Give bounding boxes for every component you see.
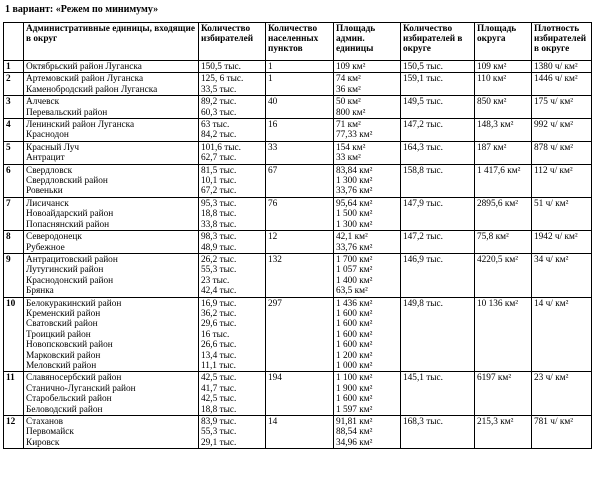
- voters-line: 41,7 тыс.: [201, 383, 237, 394]
- settlements-cell: 33: [266, 141, 334, 164]
- voters-line: 42,4 тыс.: [201, 286, 237, 297]
- district-area-cell: 215,3 км²: [475, 416, 532, 449]
- row-number-cell: 5: [4, 141, 24, 164]
- district-voters-cell: 147,9 тыс.: [401, 197, 475, 230]
- voters-line: 29,1 тыс.: [201, 437, 237, 448]
- voters-line: 29,6 тыс.: [201, 319, 237, 330]
- table-row: [4, 164, 592, 197]
- settlements-cell: 132: [266, 253, 334, 297]
- unit-areas-line: 1 300 км²: [336, 219, 373, 230]
- voters-line: 42,5 тыс.: [201, 373, 237, 384]
- district-area-cell: 850 км²: [475, 96, 532, 119]
- voters-line: 55,3 тыс.: [201, 427, 237, 438]
- district-voters-cell: 158,8 тыс.: [401, 164, 475, 197]
- voters-cell: [199, 372, 266, 416]
- voters-line: 62,7 тыс.: [201, 153, 237, 164]
- admin-units-line: Кировск: [26, 437, 60, 448]
- admin-units-line: Свердловский район: [26, 176, 108, 187]
- unit-areas-cell: [334, 253, 401, 297]
- voters-line: 23 тыс.: [201, 275, 230, 286]
- admin-units-cell: [24, 197, 199, 230]
- unit-areas-line: 95,64 км²: [336, 198, 373, 209]
- voters-cell: [199, 197, 266, 230]
- voters-line: 36,2 тыс.: [201, 308, 237, 319]
- density-cell: 992 ч/ км²: [532, 119, 592, 142]
- voters-cell: [199, 416, 266, 449]
- row-number-cell: 10: [4, 297, 24, 372]
- unit-areas-line: 1 900 км²: [336, 383, 373, 394]
- admin-units-line: Рубежное: [26, 242, 65, 253]
- row-number-cell: 9: [4, 253, 24, 297]
- unit-areas-line: 34,96 км²: [336, 437, 373, 448]
- voters-line: 95,3 тыс.: [201, 198, 237, 209]
- unit-areas-line: 33,76 км²: [336, 242, 373, 253]
- admin-units-cell: [24, 61, 199, 73]
- voters-cell: [199, 73, 266, 96]
- admin-units-line: Кременский район: [26, 308, 101, 319]
- admin-units-line: Антрацитовский район: [26, 254, 118, 265]
- settlements-cell: 67: [266, 164, 334, 197]
- settlements-cell: 1: [266, 73, 334, 96]
- admin-units-cell: [24, 119, 199, 142]
- admin-units-line: Старобельский район: [26, 394, 112, 405]
- unit-areas-line: 1 700 км²: [336, 254, 373, 265]
- district-voters-cell: 150,5 тыс.: [401, 61, 475, 73]
- voters-line: 55,3 тыс.: [201, 265, 237, 276]
- voters-line: 150,5 тыс.: [201, 62, 242, 72]
- voters-line: 33,8 тыс.: [201, 219, 237, 230]
- admin-units-line: Попаснянский район: [26, 219, 110, 230]
- voters-line: 13,4 тыс.: [201, 350, 237, 361]
- col-header-voters: Количество избирателей: [199, 23, 266, 61]
- admin-units-line: Первомайск: [26, 427, 74, 438]
- admin-units-line: Алчевск: [26, 97, 60, 108]
- unit-areas-cell: [334, 119, 401, 142]
- district-area-cell: 148,3 км²: [475, 119, 532, 142]
- unit-areas-line: 800 км²: [336, 107, 366, 118]
- voters-line: 60,3 тыс.: [201, 107, 237, 118]
- admin-units-line: Троицкий район: [26, 329, 91, 340]
- col-header-settlements: Количество населенных пунктов: [266, 23, 334, 61]
- page-title: 1 вариант: «Режем по минимуму»: [5, 4, 159, 15]
- voters-line: 10,1 тыс.: [201, 176, 237, 187]
- unit-areas-line: 1 600 км²: [336, 319, 373, 330]
- admin-units-line: Станично-Луганский район: [26, 383, 136, 394]
- table-row: [4, 297, 592, 372]
- voters-line: 33,5 тыс.: [201, 84, 237, 95]
- table-row: [4, 141, 592, 164]
- unit-areas-cell: [334, 61, 401, 73]
- district-voters-cell: 164,3 тыс.: [401, 141, 475, 164]
- row-number-cell: 3: [4, 96, 24, 119]
- voters-line: 98,3 тыс.: [201, 232, 237, 243]
- col-header-units: Административные единицы, входящие в округ: [24, 23, 199, 61]
- col-header-district-area: Площадь округа: [475, 23, 532, 61]
- unit-areas-line: 154 км²: [336, 142, 366, 153]
- district-voters-cell: 147,2 тыс.: [401, 119, 475, 142]
- voters-line: 48,9 тыс.: [201, 242, 237, 253]
- admin-units-cell: [24, 372, 199, 416]
- settlements-cell: 12: [266, 231, 334, 254]
- unit-areas-cell: [334, 372, 401, 416]
- admin-units-cell: [24, 416, 199, 449]
- table-row: [4, 197, 592, 230]
- voters-cell: [199, 96, 266, 119]
- table-header-row: [4, 23, 592, 61]
- row-number-cell: 12: [4, 416, 24, 449]
- table-row: [4, 253, 592, 297]
- unit-areas-cell: [334, 197, 401, 230]
- admin-units-line: Северодонецк: [26, 232, 82, 243]
- unit-areas-line: 71 км²: [336, 120, 361, 131]
- unit-areas-line: 50 км²: [336, 97, 361, 108]
- unit-areas-line: 1 400 км²: [336, 275, 373, 286]
- row-number-cell: 6: [4, 164, 24, 197]
- density-cell: 1942 ч/ км²: [532, 231, 592, 254]
- admin-units-line: Стаханов: [26, 417, 64, 427]
- unit-areas-cell: [334, 416, 401, 449]
- table-row: [4, 372, 592, 416]
- district-voters-cell: 168,3 тыс.: [401, 416, 475, 449]
- unit-areas-line: 83,84 км²: [336, 165, 373, 176]
- settlements-cell: 194: [266, 372, 334, 416]
- density-cell: 34 ч/ км²: [532, 253, 592, 297]
- voters-line: 42,5 тыс.: [201, 394, 237, 405]
- unit-areas-line: 1 500 км²: [336, 209, 373, 220]
- settlements-cell: 14: [266, 416, 334, 449]
- unit-areas-line: 1 000 км²: [336, 360, 373, 371]
- admin-units-cell: [24, 297, 199, 372]
- voters-cell: [199, 231, 266, 254]
- admin-units-line: Новоайдарский район: [26, 209, 114, 220]
- settlements-cell: 297: [266, 297, 334, 372]
- district-voters-cell: 149,8 тыс.: [401, 297, 475, 372]
- unit-areas-line: 1 600 км²: [336, 394, 373, 405]
- voters-line: 26,2 тыс.: [201, 254, 237, 265]
- districts-table: [3, 22, 592, 449]
- settlements-cell: 40: [266, 96, 334, 119]
- unit-areas-line: 109 км²: [336, 62, 366, 72]
- district-area-cell: 2895,6 км²: [475, 197, 532, 230]
- district-area-cell: 187 км²: [475, 141, 532, 164]
- district-voters-cell: 145,1 тыс.: [401, 372, 475, 416]
- table-row: [4, 61, 592, 73]
- unit-areas-cell: [334, 96, 401, 119]
- voters-line: 16,9 тыс.: [201, 298, 237, 309]
- unit-areas-line: 1 600 км²: [336, 329, 373, 340]
- voters-line: 63 тыс.: [201, 120, 230, 131]
- settlements-cell: 76: [266, 197, 334, 230]
- voters-line: 67,2 тыс.: [201, 186, 237, 197]
- voters-line: 84,2 тыс.: [201, 130, 237, 141]
- unit-areas-line: 1 600 км²: [336, 340, 373, 351]
- unit-areas-line: 63,5 км²: [336, 286, 368, 297]
- settlements-cell: 1: [266, 61, 334, 73]
- voters-line: 125, 6 тыс.: [201, 74, 244, 85]
- district-area-cell: 1 417,6 км²: [475, 164, 532, 197]
- admin-units-line: Октябрьский район Луганска: [26, 62, 142, 72]
- density-cell: 1446 ч/ км²: [532, 73, 592, 96]
- density-cell: 23 ч/ км²: [532, 372, 592, 416]
- voters-line: 18,8 тыс.: [201, 404, 237, 415]
- col-header-number: [4, 23, 24, 61]
- voters-line: 18,8 тыс.: [201, 209, 237, 220]
- admin-units-line: Новопсковский район: [26, 340, 113, 351]
- admin-units-line: Лисичанск: [26, 198, 69, 209]
- density-cell: 112 ч/ км²: [532, 164, 592, 197]
- voters-cell: [199, 164, 266, 197]
- unit-areas-line: 1 300 км²: [336, 176, 373, 187]
- admin-units-line: Краснодон: [26, 130, 69, 141]
- district-area-cell: 4220,5 км²: [475, 253, 532, 297]
- district-area-cell: 10 136 км²: [475, 297, 532, 372]
- admin-units-line: Каменобродский район Луганска: [26, 84, 158, 95]
- density-cell: 175 ч/ км²: [532, 96, 592, 119]
- admin-units-line: Антрацит: [26, 153, 65, 164]
- admin-units-cell: [24, 141, 199, 164]
- admin-units-line: Белокуракинский район: [26, 298, 122, 309]
- admin-units-cell: [24, 73, 199, 96]
- voters-line: 11,1 тыс.: [201, 360, 237, 371]
- unit-areas-line: 77,33 км²: [336, 130, 373, 141]
- unit-areas-cell: [334, 73, 401, 96]
- table-row: [4, 96, 592, 119]
- table-row: [4, 119, 592, 142]
- admin-units-line: Перевальский район: [26, 107, 108, 118]
- unit-areas-line: 42,1 км²: [336, 232, 368, 243]
- settlements-cell: 16: [266, 119, 334, 142]
- voters-cell: [199, 253, 266, 297]
- district-area-cell: 109 км²: [475, 61, 532, 73]
- district-voters-cell: 149,5 тыс.: [401, 96, 475, 119]
- district-voters-cell: 147,2 тыс.: [401, 231, 475, 254]
- district-area-cell: 75,8 км²: [475, 231, 532, 254]
- density-cell: 1380 ч/ км²: [532, 61, 592, 73]
- density-cell: 51 ч/ км²: [532, 197, 592, 230]
- district-area-cell: 6197 км²: [475, 372, 532, 416]
- voters-cell: [199, 61, 266, 73]
- table-row: [4, 231, 592, 254]
- unit-areas-line: 1 597 км²: [336, 404, 373, 415]
- admin-units-line: Меловский район: [26, 360, 97, 371]
- density-cell: 14 ч/ км²: [532, 297, 592, 372]
- voters-cell: [199, 297, 266, 372]
- admin-units-line: Ленинский район Луганска: [26, 120, 135, 131]
- admin-units-cell: [24, 164, 199, 197]
- voters-line: 26,6 тыс.: [201, 340, 237, 351]
- row-number-cell: 4: [4, 119, 24, 142]
- row-number-cell: 1: [4, 61, 24, 73]
- admin-units-line: Артемовский район Луганска: [26, 74, 144, 85]
- unit-areas-line: 36 км²: [336, 84, 361, 95]
- admin-units-line: Свердловск: [26, 165, 73, 176]
- district-area-cell: 110 км²: [475, 73, 532, 96]
- admin-units-cell: [24, 96, 199, 119]
- voters-line: 81,5 тыс.: [201, 165, 237, 176]
- unit-areas-line: 1 600 км²: [336, 308, 373, 319]
- voters-line: 83,9 тыс.: [201, 417, 237, 427]
- admin-units-line: Красный Луч: [26, 142, 80, 153]
- table-row: [4, 416, 592, 449]
- district-voters-cell: 146,9 тыс.: [401, 253, 475, 297]
- unit-areas-cell: [334, 164, 401, 197]
- unit-areas-line: 88,54 км²: [336, 427, 373, 438]
- admin-units-line: Лутугинский район: [26, 265, 104, 276]
- col-header-area: Площадь админ. единицы: [334, 23, 401, 61]
- admin-units-line: Марковский район: [26, 350, 101, 361]
- table-row: [4, 73, 592, 96]
- unit-areas-line: 74 км²: [336, 74, 361, 85]
- col-header-district-voters: Количество избирателей в округе: [401, 23, 475, 61]
- unit-areas-cell: [334, 141, 401, 164]
- admin-units-line: Славяносербский район: [26, 373, 122, 384]
- admin-units-line: Краснодонский район: [26, 275, 114, 286]
- row-number-cell: 8: [4, 231, 24, 254]
- unit-areas-cell: [334, 297, 401, 372]
- admin-units-line: Брянка: [26, 286, 54, 297]
- unit-areas-line: 1 436 км²: [336, 298, 373, 309]
- voters-line: 101,6 тыс.: [201, 142, 242, 153]
- row-number-cell: 7: [4, 197, 24, 230]
- voters-cell: [199, 141, 266, 164]
- unit-areas-cell: [334, 231, 401, 254]
- unit-areas-line: 33 км²: [336, 153, 361, 164]
- voters-cell: [199, 119, 266, 142]
- unit-areas-line: 33,76 км²: [336, 186, 373, 197]
- density-cell: 781 ч/ км²: [532, 416, 592, 449]
- admin-units-line: Сватовский район: [26, 319, 98, 330]
- unit-areas-line: 91,81 км²: [336, 417, 373, 427]
- admin-units-line: Ровеньки: [26, 186, 63, 197]
- row-number-cell: 11: [4, 372, 24, 416]
- voters-line: 16 тыс.: [201, 329, 230, 340]
- district-voters-cell: 159,1 тыс.: [401, 73, 475, 96]
- admin-units-line: Беловодский район: [26, 404, 103, 415]
- table-body: [4, 61, 592, 449]
- unit-areas-line: 1 100 км²: [336, 373, 373, 384]
- admin-units-cell: [24, 231, 199, 254]
- admin-units-cell: [24, 253, 199, 297]
- col-header-density: Плотность избирателей в округе: [532, 23, 592, 61]
- voters-line: 89,2 тыс.: [201, 97, 237, 108]
- row-number-cell: 2: [4, 73, 24, 96]
- density-cell: 878 ч/ км²: [532, 141, 592, 164]
- unit-areas-line: 1 057 км²: [336, 265, 373, 276]
- unit-areas-line: 1 200 км²: [336, 350, 373, 361]
